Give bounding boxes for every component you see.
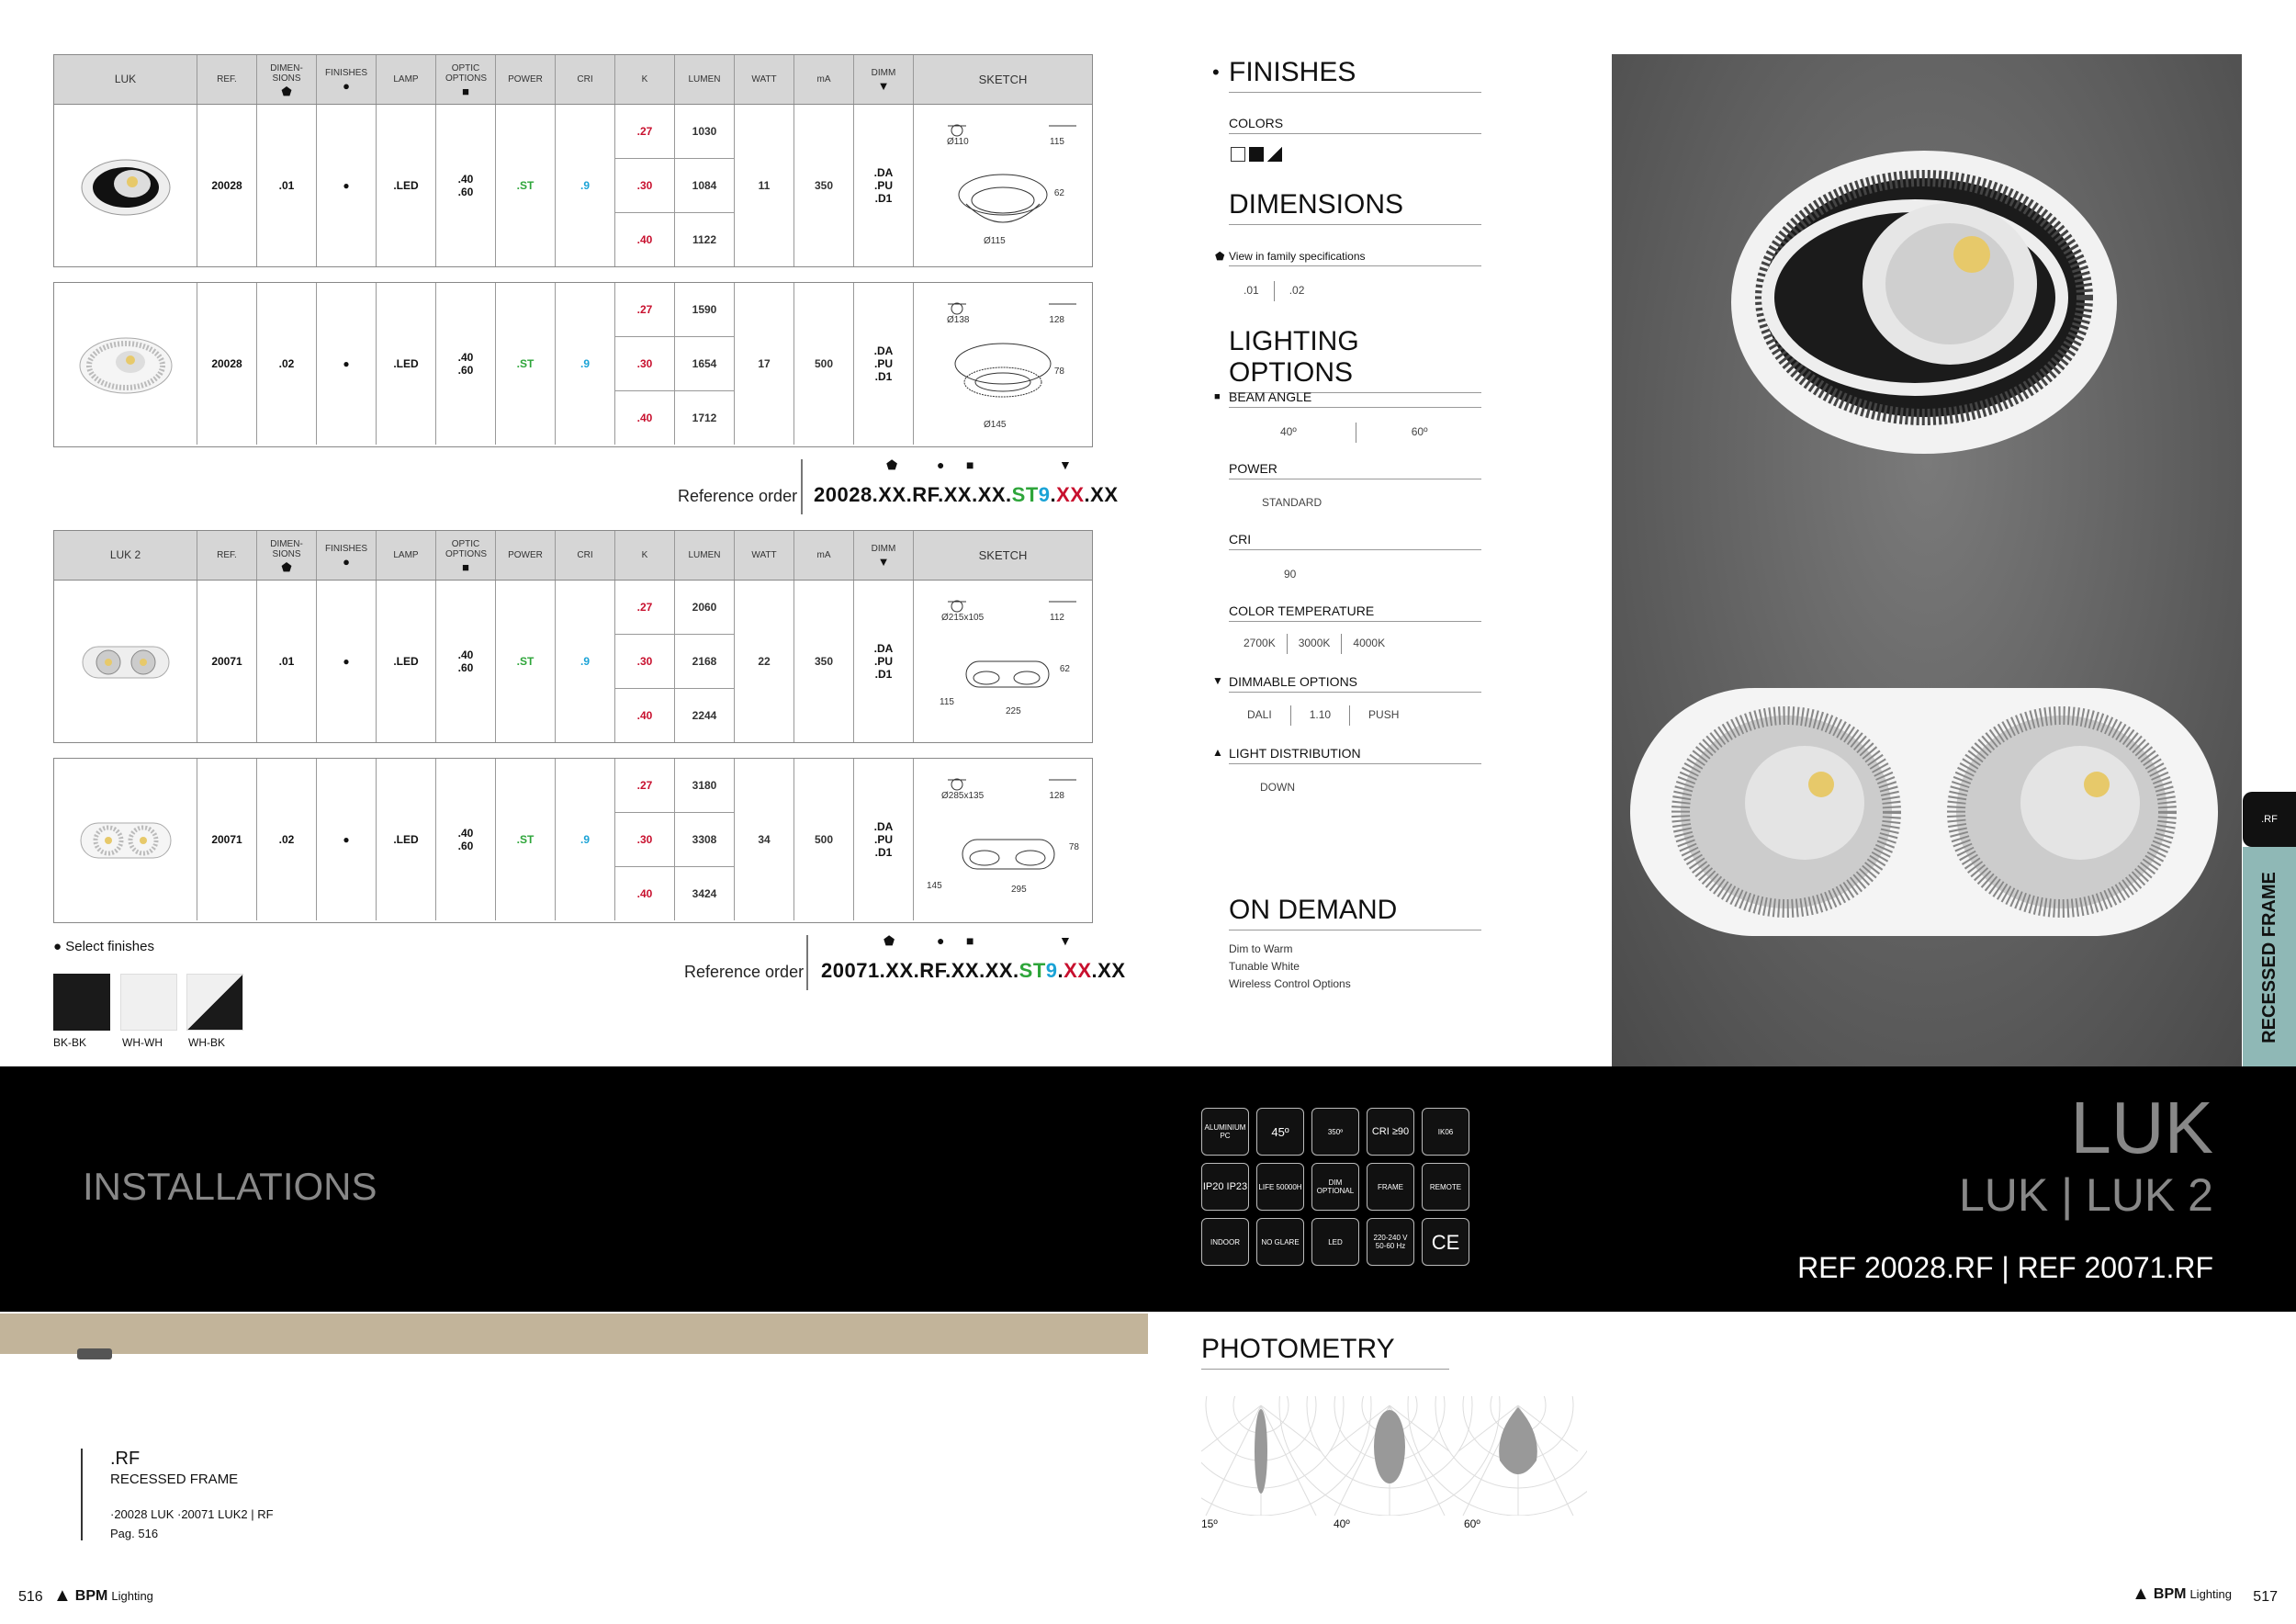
sketch-dim: 128	[1049, 791, 1064, 801]
brand-name: BPM	[74, 1587, 108, 1604]
cell-k	[615, 283, 675, 445]
product-photo	[1612, 54, 2242, 1066]
photometry-angle: 40º	[1334, 1517, 1350, 1530]
sketch-drawing	[929, 588, 1076, 735]
k-value: .27	[615, 283, 674, 337]
product-refs: REF 20028.RF | REF 20071.RF	[1797, 1251, 2213, 1284]
header-sketch: SKETCH	[978, 548, 1028, 562]
beam-option[interactable]: 60º	[1411, 425, 1428, 439]
cell-lamp: .LED	[377, 283, 436, 445]
ct-option[interactable]: 2700K	[1244, 637, 1276, 650]
finishes-title: FINISHES	[1229, 57, 1481, 93]
sketch-dim: 78	[1053, 367, 1064, 377]
cell-dim: .02	[257, 759, 317, 920]
lumen-value: 2168	[675, 635, 734, 689]
cell-k	[615, 105, 675, 266]
cell-ma: 350	[794, 581, 854, 742]
installations-title: INSTALLATIONS	[83, 1165, 377, 1208]
cell-ma: 350	[794, 105, 854, 266]
installation-refs: ·20028 LUK ·20071 LUK2 | RF	[110, 1507, 274, 1521]
lumen-value: 1654	[675, 337, 734, 391]
sketch-dim: Ø285x135	[941, 791, 985, 801]
swatch-label: WH-BK	[188, 1036, 225, 1049]
color-temperature-options	[1244, 634, 1385, 654]
no-glare-icon: NO GLARE	[1256, 1218, 1304, 1266]
code-st: ST	[1011, 483, 1039, 506]
brand-name: BPM	[2153, 1585, 2187, 1602]
cell-optic: .40 .60	[436, 581, 496, 742]
lumen-value: 1122	[692, 233, 717, 246]
cell-cri: .9	[556, 581, 615, 742]
sketch-dim: Ø138	[947, 315, 970, 325]
cell-dim: .01	[257, 105, 317, 266]
code-9: 9	[1045, 959, 1058, 982]
header-dimm: DIMM ▼	[854, 55, 914, 104]
frame-icon: FRAME	[1367, 1163, 1414, 1211]
header-dimensions: DIMEN-SIONS ⬟	[257, 531, 317, 580]
header-optic: OPTIC OPTIONS ■	[436, 55, 496, 104]
cell-cri: .9	[556, 105, 615, 266]
sketch-dim: 225	[1006, 706, 1021, 716]
k-value: .30	[615, 635, 674, 689]
code-xx: XX	[1064, 959, 1092, 982]
divider	[806, 935, 808, 990]
code-end: .XX	[1091, 959, 1126, 982]
header-lamp: LAMP	[377, 531, 436, 580]
cell-lamp: .LED	[377, 105, 436, 266]
triangle-logo-icon: ▲	[2132, 1584, 2150, 1604]
cri-value[interactable]: 90	[1284, 568, 1297, 581]
pentagon-icon: ⬟	[1215, 250, 1225, 263]
page-number-right: 517	[2253, 1589, 2278, 1605]
k-value: .30	[615, 159, 674, 213]
triangle-logo-icon: ▲	[53, 1585, 72, 1606]
dimmable-options	[1247, 705, 1399, 726]
header-power: POWER	[496, 531, 556, 580]
cri-label: CRI	[1229, 532, 1481, 550]
cell-dim: .02	[257, 283, 317, 445]
table-row	[54, 581, 1092, 742]
k-value: .30	[615, 337, 674, 391]
k-value: .40	[636, 412, 653, 424]
sketch-dim: 115	[940, 697, 954, 707]
beam-angle-label: BEAM ANGLE	[1229, 389, 1481, 408]
color-options	[1231, 147, 1282, 162]
light-distribution-value[interactable]: DOWN	[1260, 781, 1295, 794]
product-image	[54, 759, 197, 920]
cell-power: .ST	[496, 283, 556, 445]
k-value: .40	[636, 887, 653, 900]
lumen-value: 1590	[675, 283, 734, 337]
color-white-black[interactable]	[1267, 147, 1282, 162]
dimm-option[interactable]: DALI	[1247, 708, 1272, 722]
table-title: LUK 2	[54, 531, 197, 580]
sketch	[914, 105, 1092, 266]
header-cri: CRI	[556, 531, 615, 580]
side-tab-code[interactable]	[2243, 792, 2296, 847]
dimension-options	[1244, 281, 1304, 301]
aluminium-icon: ALUMINIUM PC	[1201, 1108, 1249, 1156]
cell-lamp: .LED	[377, 759, 436, 920]
dim-icon: DIM OPTIONAL	[1311, 1163, 1359, 1211]
ce-icon: CE	[1422, 1218, 1469, 1266]
cell-optic: .40 .60	[436, 283, 496, 445]
lumen-value: 3180	[675, 759, 734, 813]
select-finishes: ● Select finishes	[53, 939, 154, 954]
dimmable-options-label: DIMMABLE OPTIONS	[1229, 674, 1481, 693]
ct-option[interactable]: 3000K	[1298, 637, 1331, 650]
header-k: K	[615, 55, 675, 104]
color-temperature-label: COLOR TEMPERATURE	[1229, 603, 1481, 622]
sketch-dim: Ø110	[947, 137, 969, 147]
sketch-dim: 128	[1049, 315, 1064, 325]
cell-dim: .01	[257, 581, 317, 742]
dimm-option[interactable]: 1.10	[1309, 708, 1332, 722]
brand-logo-left	[53, 1585, 153, 1607]
beam-option[interactable]: 40º	[1280, 425, 1297, 439]
photometry-charts	[1201, 1396, 1587, 1516]
code-9: 9	[1038, 483, 1051, 506]
lumen-value: 1030	[675, 105, 734, 159]
sketch	[914, 283, 1092, 445]
installation-note	[81, 1449, 274, 1540]
header-ma: mA	[794, 55, 854, 104]
lumen-value: 1712	[692, 412, 717, 424]
spec-table-luk-row2	[53, 282, 1093, 447]
cell-optic: .40 .60	[436, 105, 496, 266]
on-demand-item: Dim to Warm	[1229, 942, 1293, 955]
voltage-icon: 220-240 V 50-60 Hz	[1367, 1218, 1414, 1266]
installation-code: .RF	[110, 1449, 141, 1469]
header-ma: mA	[794, 531, 854, 580]
brand-suffix: Lighting	[2189, 1587, 2232, 1601]
triangle-down-icon: ▼	[1212, 674, 1223, 687]
photometry-angle: 15º	[1201, 1517, 1218, 1530]
photometry-angle: 60º	[1464, 1517, 1480, 1530]
side-tab-label-text: RECESSED FRAME	[2258, 871, 2279, 1043]
color-black[interactable]	[1249, 147, 1264, 162]
cell-cri: .9	[556, 283, 615, 445]
power-value[interactable]: STANDARD	[1262, 496, 1322, 509]
cell-ma: 500	[794, 283, 854, 445]
dimensions-note: View in family specifications	[1229, 250, 1481, 266]
ct-option[interactable]: 4000K	[1353, 637, 1386, 650]
sketch	[914, 759, 1092, 920]
sketch-dim: 145	[927, 881, 942, 891]
product-name: LUK	[2070, 1087, 2213, 1168]
cell-dimm: .DA .PU .D1	[854, 581, 914, 742]
remote-icon: REMOTE	[1422, 1163, 1469, 1211]
color-white[interactable]	[1231, 147, 1245, 162]
beam-options	[1280, 423, 1427, 443]
reference-code	[814, 483, 1119, 507]
cell-finish: ●	[317, 283, 377, 445]
cell-optic: .40 .60	[436, 759, 496, 920]
header-ref: REF.	[197, 531, 257, 580]
ik-icon: IK06	[1422, 1108, 1469, 1156]
header-ref: REF.	[197, 55, 257, 104]
sketch-dim: Ø145	[984, 420, 1007, 430]
code-st: ST	[1019, 959, 1046, 982]
colors-label: COLORS	[1229, 116, 1481, 134]
cell-dimm: .DA .PU .D1	[854, 105, 914, 266]
cell-power: .ST	[496, 581, 556, 742]
sketch-dim: 295	[1011, 885, 1027, 895]
lighting-options-title: LIGHTING OPTIONS	[1229, 326, 1481, 393]
header-power: POWER	[496, 55, 556, 104]
on-demand-list	[1229, 941, 1351, 993]
header-finishes: FINISHES ●	[317, 531, 377, 580]
triangle-up-icon: ▲	[1212, 746, 1223, 759]
on-demand-title: ON DEMAND	[1229, 895, 1481, 930]
cell-finish: ●	[317, 105, 377, 266]
sketch-dim: 62	[1059, 664, 1070, 674]
sketch-dim: 112	[1050, 613, 1064, 623]
dim-option[interactable]: .02	[1289, 284, 1305, 298]
sketch-dim: Ø115	[984, 236, 1006, 246]
feature-icons	[1201, 1108, 1477, 1273]
cell-ma: 500	[794, 759, 854, 920]
cell-lumen	[675, 581, 735, 742]
cell-dimm: .DA .PU .D1	[854, 759, 914, 920]
sketch-dim: 62	[1053, 188, 1064, 198]
cell-finish: ●	[317, 581, 377, 742]
header-dimensions: DIMEN-SIONS ⬟	[257, 55, 317, 104]
light-distribution-label: LIGHT DISTRIBUTION	[1229, 746, 1481, 764]
header-dimm: DIMM ▼	[854, 531, 914, 580]
code-dot: .	[1057, 959, 1064, 982]
table-header	[54, 531, 1092, 581]
dim-option[interactable]: .01	[1244, 284, 1259, 298]
code-xx: XX	[1056, 483, 1085, 506]
header-lumen: LUMEN	[675, 531, 735, 580]
code-end: .XX	[1084, 483, 1119, 506]
rotate-icon: 350º	[1311, 1108, 1359, 1156]
product-image	[54, 581, 197, 742]
k-value: .27	[615, 105, 674, 159]
cell-watt: 17	[735, 283, 794, 445]
side-tab-label	[2243, 847, 2296, 1067]
cri-icon: CRI ≥90	[1367, 1108, 1414, 1156]
brand-suffix: Lighting	[111, 1589, 153, 1603]
k-value: .40	[636, 233, 653, 246]
header-lumen: LUMEN	[675, 55, 735, 104]
indoor-icon: INDOOR	[1201, 1218, 1249, 1266]
table-row	[54, 105, 1092, 266]
sketch	[914, 581, 1092, 742]
sketch-dim: 115	[1050, 137, 1064, 147]
cell-lumen	[675, 283, 735, 445]
dimensions-title: DIMENSIONS	[1229, 189, 1481, 225]
photometry-title: PHOTOMETRY	[1201, 1334, 1449, 1370]
page-number-left: 516	[18, 1589, 43, 1605]
tilt-icon: 45º	[1256, 1108, 1304, 1156]
on-demand-item: Wireless Control Options	[1229, 977, 1351, 990]
lumen-value: 2060	[675, 581, 734, 635]
header-k: K	[615, 531, 675, 580]
side-tab-code-text: .RF	[2261, 814, 2278, 825]
reference-order-label: Reference order	[684, 963, 805, 981]
cell-power: .ST	[496, 759, 556, 920]
swatch-label: WH-WH	[122, 1036, 163, 1049]
table-row	[54, 759, 1092, 920]
sketch-dim: Ø215x105	[941, 613, 985, 623]
sketch-drawing	[929, 766, 1076, 913]
sketch-drawing	[929, 290, 1076, 437]
table-header	[54, 55, 1092, 105]
header-lamp: LAMP	[377, 55, 436, 104]
spec-table-luk2-row2	[53, 758, 1093, 923]
cell-cri: .9	[556, 759, 615, 920]
spec-table-luk	[53, 54, 1093, 267]
table-row	[54, 283, 1092, 445]
reference-code	[821, 959, 1126, 983]
installation-strip	[0, 1314, 1148, 1354]
square-icon: ■	[1214, 391, 1221, 402]
header-watt: WATT	[735, 531, 794, 580]
k-value: .30	[615, 813, 674, 867]
cell-finish: ●	[317, 759, 377, 920]
power-label: POWER	[1229, 461, 1481, 479]
cell-lumen	[675, 759, 735, 920]
k-value: .40	[636, 709, 653, 722]
divider	[801, 459, 803, 514]
header-finishes: FINISHES ●	[317, 55, 377, 104]
product-variants: LUK | LUK 2	[1958, 1169, 2213, 1221]
header-optic: OPTIC OPTIONS ■	[436, 531, 496, 580]
header-watt: WATT	[735, 55, 794, 104]
cell-ref: 20071	[197, 581, 257, 742]
code-base: 20071.XX.RF.XX.XX.	[821, 959, 1019, 982]
cell-lamp: .LED	[377, 581, 436, 742]
cell-ref: 20028	[197, 283, 257, 445]
product-image	[54, 105, 197, 266]
cell-k	[615, 759, 675, 920]
bullet: •	[1212, 61, 1220, 84]
cell-power: .ST	[496, 105, 556, 266]
header-cri: CRI	[556, 55, 615, 104]
cell-watt: 11	[735, 105, 794, 266]
lumen-value: 2244	[692, 709, 717, 722]
lumen-value: 3308	[675, 813, 734, 867]
k-value: .27	[615, 581, 674, 635]
life-icon: LIFE 50000H	[1256, 1163, 1304, 1211]
ip-icon: IP20 IP23	[1201, 1163, 1249, 1211]
table-title: LUK	[54, 55, 197, 104]
installation-page: Pag. 516	[110, 1527, 159, 1540]
cell-watt: 34	[735, 759, 794, 920]
select-finishes-label: Select finishes	[65, 939, 154, 954]
cell-ref: 20028	[197, 105, 257, 266]
cell-lumen	[675, 105, 735, 266]
product-image	[54, 283, 197, 445]
cell-ref: 20071	[197, 759, 257, 920]
dimm-option[interactable]: PUSH	[1368, 708, 1400, 722]
code-base: 20028.XX.RF.XX.XX.	[814, 483, 1012, 506]
cell-k	[615, 581, 675, 742]
sketch-dim: 78	[1068, 842, 1079, 852]
swatch-wh-wh[interactable]	[120, 974, 177, 1031]
spec-table-luk2	[53, 530, 1093, 743]
header-sketch: SKETCH	[978, 73, 1028, 86]
lumen-value: 3424	[692, 887, 717, 900]
led-icon: LED	[1311, 1218, 1359, 1266]
swatch-wh-bk[interactable]	[186, 974, 243, 1031]
code-dot: .	[1050, 483, 1057, 506]
reference-order-label: Reference order	[678, 487, 798, 505]
lumen-value: 1084	[675, 159, 734, 213]
cell-watt: 22	[735, 581, 794, 742]
cell-dimm: .DA .PU .D1	[854, 283, 914, 445]
installation-label: RECESSED FRAME	[110, 1472, 239, 1487]
on-demand-item: Tunable White	[1229, 960, 1300, 973]
k-value: .27	[615, 759, 674, 813]
brand-logo-right	[2132, 1584, 2232, 1605]
installation-thumb	[77, 1348, 112, 1359]
swatch-bk-bk[interactable]	[53, 974, 110, 1031]
swatch-label: BK-BK	[53, 1036, 87, 1049]
